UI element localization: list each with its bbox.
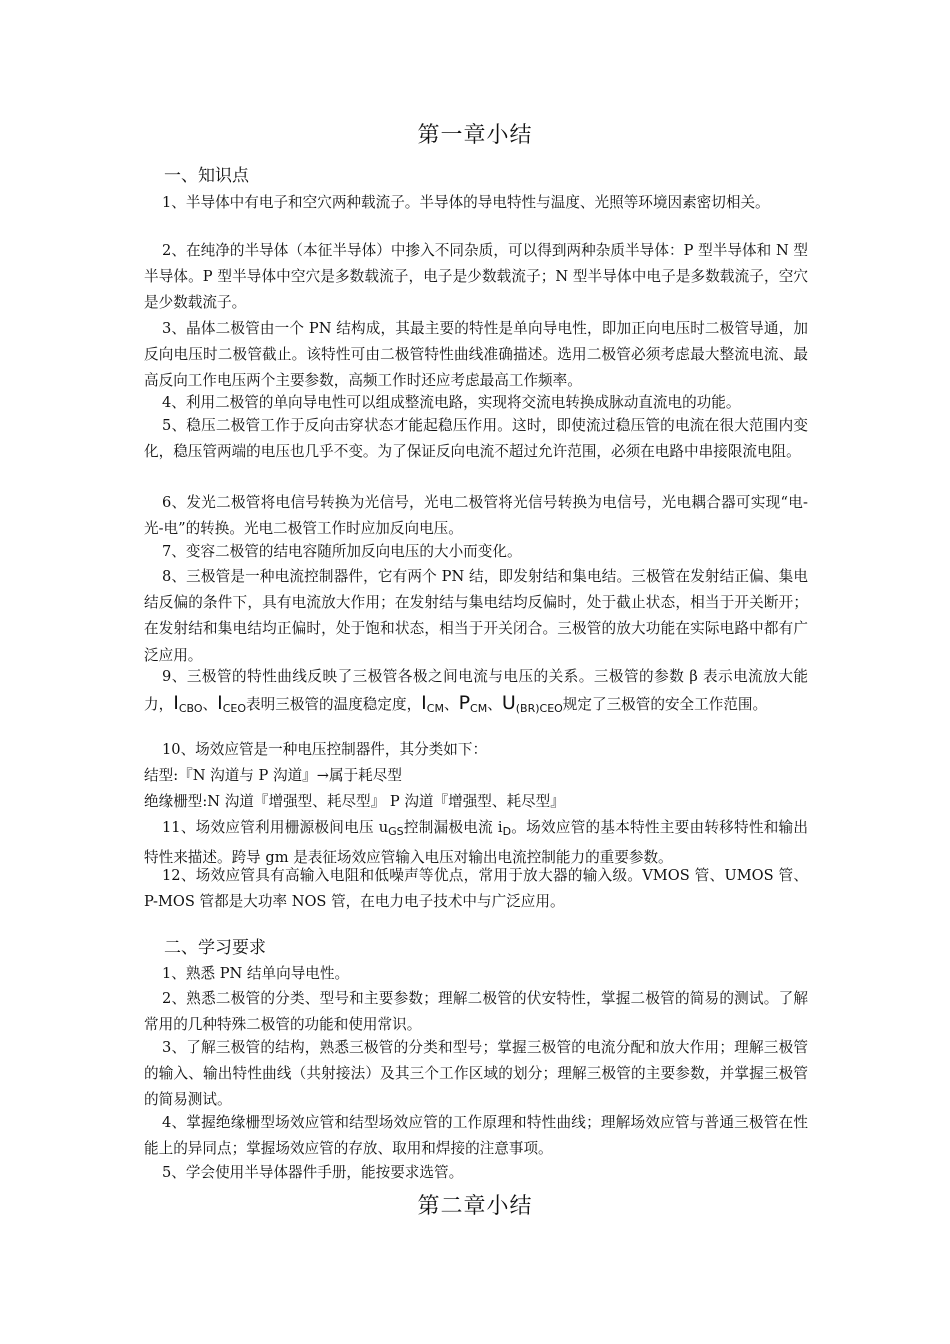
point-9-text-a: 9、三极管的特性曲线反映了三极管各极之间电流与电压的关系。三极管的参数 β 表示电流放大能力， (144, 668, 808, 714)
point-5: 5、稳压二极管工作于反向击穿状态才能起稳压作用。这时，即使流过稳压管的电流在很大范围内变化，稳压管两端的电压也几乎不变。为了保证反向电流不超过允许范围，必须在电路中串接限流电阻。 (144, 417, 808, 461)
param-ubrceo-subscript: (BR)CEO (515, 702, 563, 716)
param-icbo-subscript: CBO (178, 702, 203, 716)
requirement-4: 4、掌握绝缘栅型场效应管和结型场效应管的工作原理和特性曲线；理解场效应管与普通三极管在性能上的异同点；掌握场效应管的存放、取用和焊接的注意事项。 (144, 1114, 808, 1158)
point-10: 10、场效应管是一种电压控制器件，其分类如下： (162, 741, 488, 758)
param-pcm-symbol: P (458, 692, 471, 715)
chapter2-title: 第二章小结 (417, 1194, 533, 1219)
param-ubrceo-symbol: U (501, 692, 516, 715)
param-pcm-subscript: CM (470, 702, 488, 716)
param-icm-subscript: CM (426, 702, 444, 716)
section2-heading: 二、学习要求 (164, 938, 266, 958)
requirement-3: 3、了解三极管的结构，熟悉三极管的分类和型号；掌握三极管的电流分配和放大作用；理解三极管的输入、输出特性曲线（共射接法）及其三个工作区域的划分；理解三极管的主要参数，并掌握三极管的简易测试。 (144, 1039, 808, 1109)
point-4: 4、利用二极管的单向导电性可以组成整流电路，实现将交流电转换成脉动直流电的功能。 (162, 394, 741, 411)
requirement-2: 2、熟悉二极管的分类、型号和主要参数；理解二极管的伏安特性，掌握二极管的简易的测试。了解常用的几种特殊二极管的功能和使用常识。 (144, 990, 808, 1034)
param-icbo-symbol: I (173, 692, 179, 715)
point-2: 2、在纯净的半导体（本征半导体）中掺入不同杂质，可以得到两种杂质半导体：P 型半导体和 N 型半导体。P 型半导体中空穴是多数载流子，电子是少数载流子；N 型半导体中电子是多数载流子，空穴是少数载流子。 (144, 242, 808, 312)
point-6: 6、发光二极管将电信号转换为光信号，光电二极管将光信号转换为电信号，光电耦合器可实现“电-光-电”的转换。光电二极管工作时应加反向电压。 (144, 494, 808, 538)
point-11-text-b: 控制漏极电流 i (403, 819, 503, 836)
point-9 (144, 664, 808, 722)
point-11-text-c: 。场效应管的基本特性主要由转移特性和输出特性来描述。跨导 gm 是表征场效应管输入电压对输出电流控制能力的重要参数。 (144, 819, 808, 867)
point-11-text-a: 11、场效应管利用栅源极间电压 u (162, 819, 389, 836)
point-7: 7、变容二极管的结电容随所加反向电压的大小而变化。 (162, 543, 522, 560)
point-12: 12、场效应管具有高输入电阻和低噪声等优点，常用于放大器的输入级。VMOS 管、UMOS 管、P-MOS 管都是大功率 NOS 管，在电力电子技术中与广泛应用。 (144, 867, 808, 911)
section1-heading: 一、知识点 (164, 166, 249, 186)
separator: 、 (487, 696, 502, 714)
point-9-text-b: 表明三极管的温度稳定度， (246, 696, 422, 714)
point-1: 1、半导体中有电子和空穴两种载流子。半导体的导电特性与温度、光照等环境因素密切相关。 (162, 194, 770, 211)
point-10-junction-type: 结型:『N 沟道与 P 沟道』→属于耗尽型 (144, 767, 402, 784)
requirement-1: 1、熟悉 PN 结单向导电性。 (162, 965, 350, 982)
ugs-subscript: GS (388, 825, 404, 838)
separator: 、 (202, 696, 218, 714)
requirement-5: 5、学会使用半导体器件手册，能按要求选管。 (162, 1164, 464, 1181)
id-subscript: D (502, 825, 512, 838)
chapter1-title: 第一章小结 (417, 123, 533, 148)
param-iceo-symbol: I (217, 692, 223, 715)
separator: 、 (443, 696, 459, 714)
point-3: 3、晶体二极管由一个 PN 结构成，其最主要的特性是单向导电性，即加正向电压时二极管导通，加反向电压时二极管截止。该特性可由二极管特性曲线准确描述。选用二极管必须考虑最大整流电流、最高反向工作电压两个主要参数，高频工作时还应考虑最高工作频率。 (144, 320, 808, 390)
param-icm-symbol: I (421, 692, 427, 715)
point-8: 8、三极管是一种电流控制器件，它有两个 PN 结，即发射结和集电结。三极管在发射结正偏、集电结反偏的条件下，具有电流放大作用；在发射结与集电结均反偏时，处于截止状态，相当于开关断开；在发射结和集电结均正偏时，处于饱和状态，相当于开关闭合。三极管的放大功能在实际电路中都有广泛应用。 (144, 568, 808, 664)
point-9-text-c: 规定了三极管的安全工作范围。 (562, 696, 768, 714)
param-iceo-subscript: CEO (222, 702, 247, 716)
point-10-insulated-gate-type: 绝缘栅型:N 沟道『增强型、耗尽型』 P 沟道『增强型、耗尽型』 (144, 793, 565, 810)
